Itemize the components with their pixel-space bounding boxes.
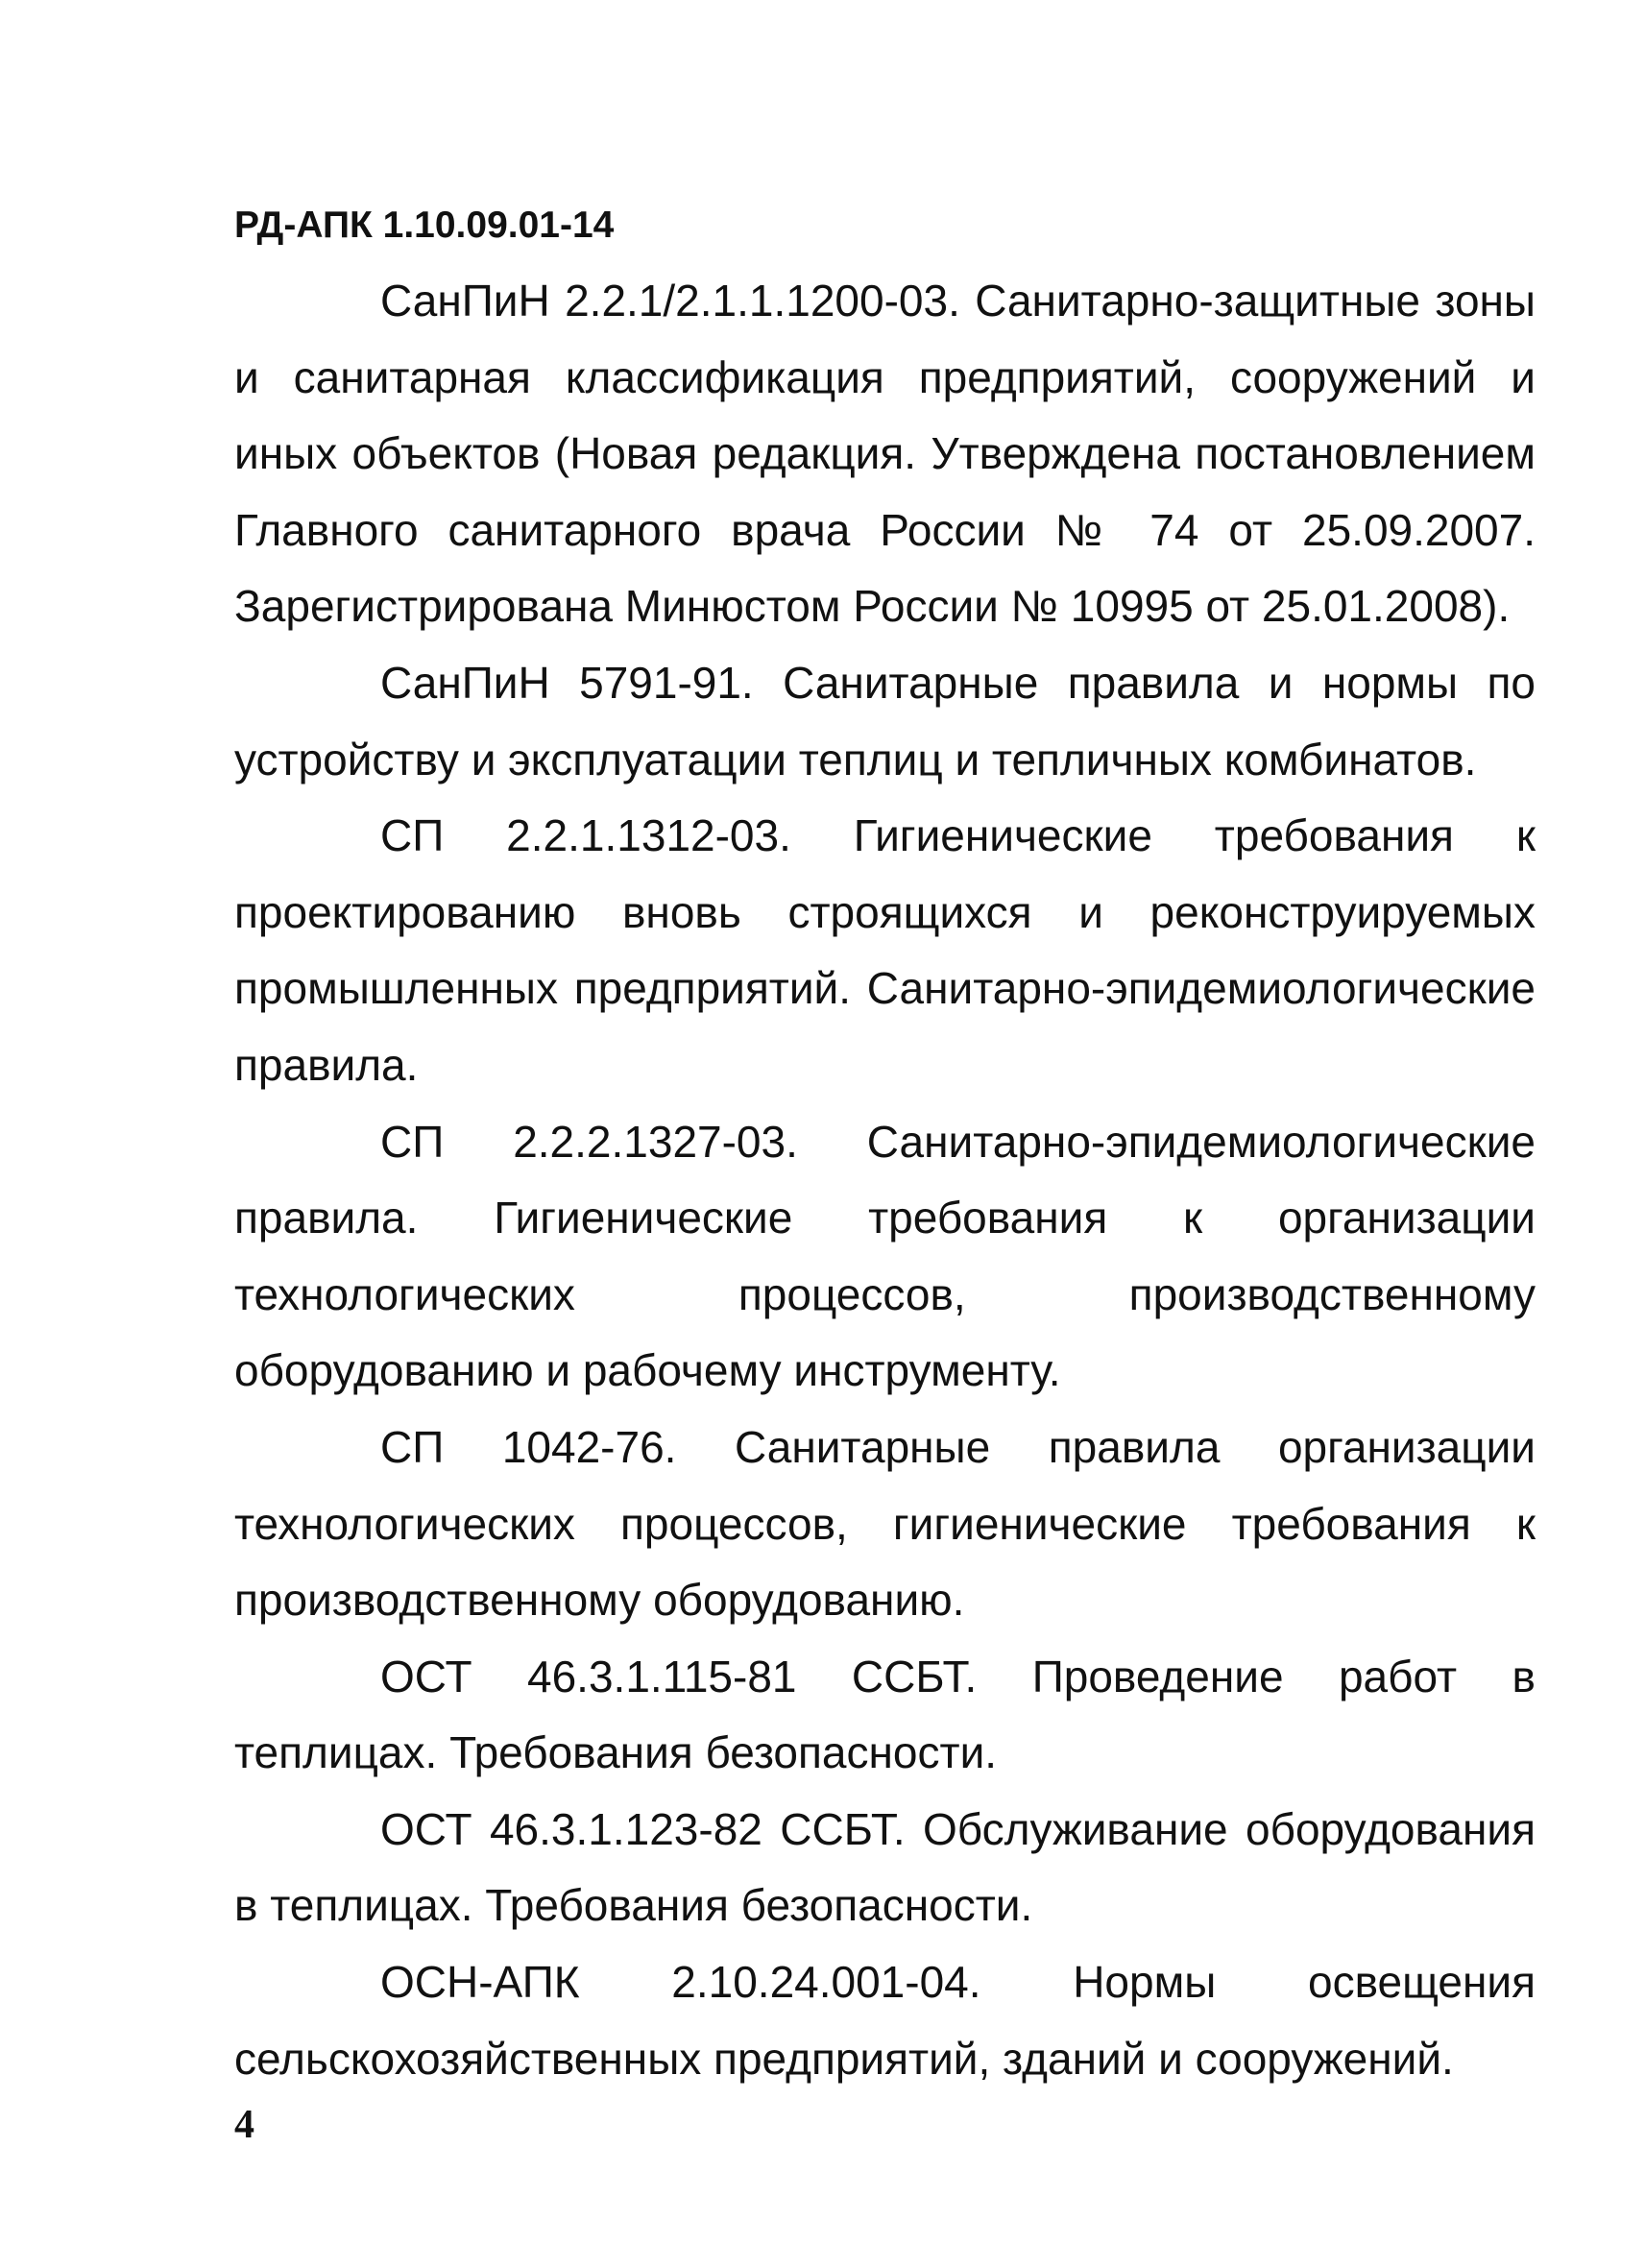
reference-item: ОСТ 46.3.1.115-81 ССБТ. Проведение работ в теплицах. Требования безопасности. — [234, 1651, 1536, 1778]
reference-item: СанПиН 2.2.1/2.1.1.1200-03. Санитарно-защитные зоны и санитарная классификация предприятий, сооружений и иных объектов (Новая редакция. Утверждена постановлением Главного санитарного врача России № 74 от 25.09.2007. Зарегистрирована Минюстом России № 10995 от 25.01.2008). — [234, 276, 1536, 632]
reference-item: СП 2.2.1.1312-03. Гигиенические требования к проектированию вновь строящихся и реконструируемых промышленных предприятий. Санитарно-эпидемиологические правила. — [234, 810, 1536, 1090]
document-code-header: РД-АПК 1.10.09.01-14 — [234, 205, 615, 246]
reference-item: СанПиН 5791-91. Санитарные правила и нормы по устройству и эксплуатации теплиц и тепличных комбинатов. — [234, 657, 1536, 784]
reference-item: ОСТ 46.3.1.123-82 ССБТ. Обслуживание оборудования в теплицах. Требования безопасности. — [234, 1803, 1536, 1931]
page-number: 4 — [234, 2103, 254, 2147]
reference-item: ОСН-АПК 2.10.24.001-04. Нормы освещения сельскохозяйственных предприятий, зданий и сооружений. — [234, 1957, 1536, 2084]
reference-item: СП 1042-76. Санитарные правила организации технологических процессов, гигиенические требования к производственному оборудованию. — [234, 1421, 1536, 1626]
references-list — [234, 263, 1536, 2097]
reference-item: СП 2.2.2.1327-03. Санитарно-эпидемиологические правила. Гигиенические требования к организации технологических процессов, производственному оборудованию и рабочему инструменту. — [234, 1116, 1536, 1396]
